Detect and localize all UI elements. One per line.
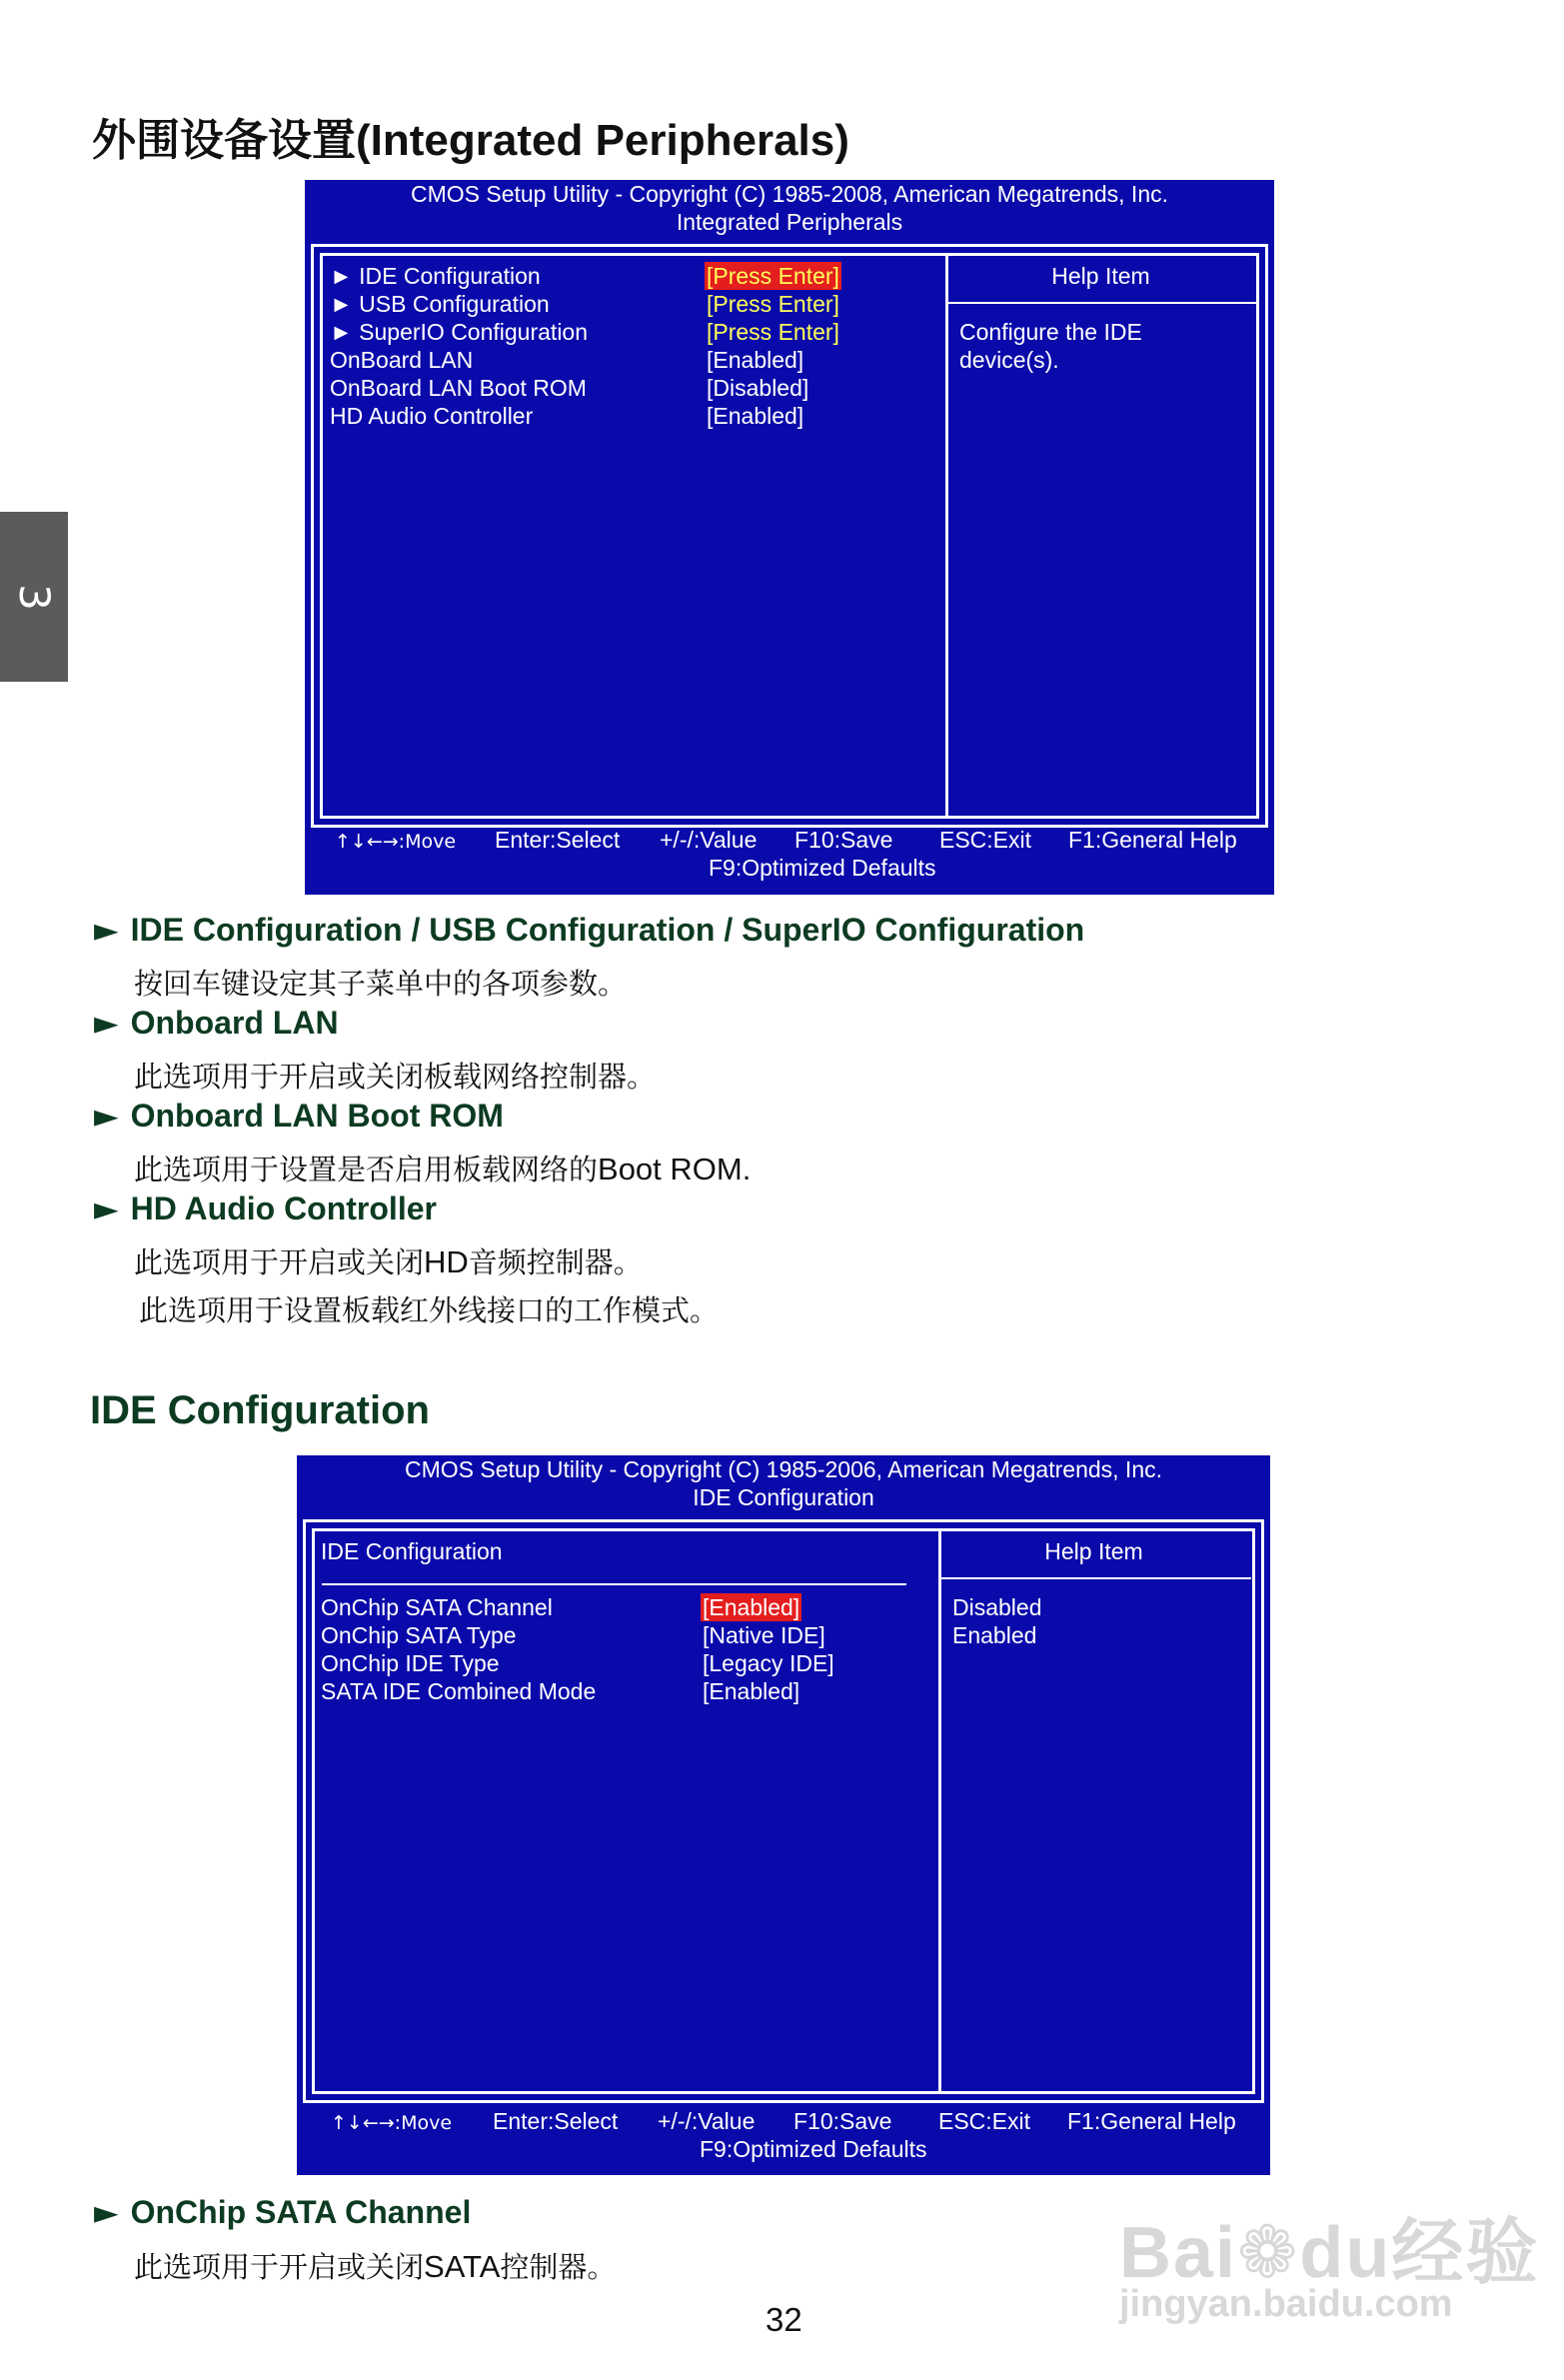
menu-value-onboard-lan-boot-rom[interactable]: [Disabled]	[707, 375, 809, 401]
chapter-tab	[0, 512, 68, 682]
menu-item-onchip-ide-type[interactable]: OnChip IDE Type	[321, 1650, 500, 1676]
bios-screen-integrated-peripherals	[305, 180, 1274, 895]
help-item-title: Help Item	[1044, 1538, 1143, 1564]
help-text-line-1: Configure the IDE	[959, 319, 1142, 345]
key-optimized-defaults: F9:Optimized Defaults	[700, 2136, 927, 2162]
bullet-title-onboard-lan-boot-rom: ► Onboard LAN Boot ROM	[94, 1097, 504, 1135]
menu-value-onchip-ide-type[interactable]: [Legacy IDE]	[703, 1650, 834, 1676]
bios-column-divider	[938, 1528, 941, 2094]
bios-header-copyright: CMOS Setup Utility - Copyright (C) 1985-2006, American Megatrends, Inc.	[404, 1456, 1163, 1482]
watermark-logo: Bai❁du经验	[1119, 2210, 1540, 2294]
bullet-desc-configuration: 按回车键设定其子菜单中的各项参数。	[134, 967, 628, 1001]
menu-value-sata-ide-combined-mode[interactable]: [Enabled]	[703, 1678, 800, 1704]
bullet-desc-onchip-sata-channel: 此选项用于开启或关闭SATA控制器。	[134, 2249, 617, 2284]
bullet-desc-hd-audio: 此选项用于开启或关闭HD音频控制器。	[134, 1244, 643, 1279]
menu-item-onboard-lan-boot-rom[interactable]: OnBoard LAN Boot ROM	[330, 375, 587, 401]
page-title	[92, 104, 849, 168]
bullet-title-configuration: ► IDE Configuration / USB Configuration / SuperIO Configuration	[94, 911, 1085, 949]
section-title-ide-configuration: IDE Configuration	[90, 1388, 430, 1432]
menu-item-hd-audio-controller[interactable]: HD Audio Controller	[330, 403, 534, 429]
menu-item-usb-configuration[interactable]: ► USB Configuration	[330, 291, 550, 317]
help-option-enabled: Enabled	[952, 1622, 1037, 1648]
chapter-number: 3	[9, 583, 59, 611]
bullet-title-onboard-lan: ► Onboard LAN	[94, 1004, 339, 1042]
page-number: 32	[766, 2301, 802, 2338]
watermark-url: jingyan.baidu.com	[1119, 2283, 1453, 2325]
page-title-cn: 外围设备设置	[92, 115, 356, 166]
bios-header-title: IDE Configuration	[693, 1484, 874, 1510]
key-optimized-defaults: F9:Optimized Defaults	[709, 855, 936, 881]
panel-title: IDE Configuration	[321, 1538, 503, 1564]
key-move: ↑↓←→:Move	[335, 831, 457, 853]
bullet-title-onchip-sata-channel: ► OnChip SATA Channel	[94, 2193, 472, 2231]
bullet-desc-onboard-lan-boot-rom: 此选项用于设置是否启用板载网络的Boot ROM.	[134, 1152, 752, 1187]
menu-value-onchip-sata-type[interactable]: [Native IDE]	[703, 1622, 825, 1648]
bullet-desc-infrared: 此选项用于设置板载红外线接口的工作模式。	[139, 1293, 720, 1327]
menu-value-hd-audio-controller[interactable]: [Enabled]	[707, 403, 804, 429]
menu-value-ide-configuration[interactable]: [Press Enter]	[707, 263, 839, 289]
help-item-title: Help Item	[1051, 263, 1150, 289]
bios-header-copyright: CMOS Setup Utility - Copyright (C) 1985-2008, American Megatrends, Inc.	[410, 181, 1169, 207]
menu-value-onchip-sata-channel[interactable]: [Enabled]	[703, 1594, 800, 1620]
key-exit: ESC:Exit	[939, 827, 1032, 853]
menu-item-superio-configuration[interactable]: ► SuperIO Configuration	[330, 319, 589, 345]
menu-item-ide-configuration[interactable]: ► IDE Configuration	[330, 263, 541, 289]
bios-screen-ide-configuration	[297, 1455, 1270, 2175]
bullet-title-hd-audio: ► HD Audio Controller	[94, 1190, 437, 1227]
paw-icon: ❁	[1237, 2210, 1300, 2294]
menu-value-superio-configuration[interactable]: [Press Enter]	[707, 319, 839, 345]
key-save: F10:Save	[793, 2108, 892, 2134]
menu-item-onchip-sata-channel[interactable]: OnChip SATA Channel	[321, 1594, 553, 1620]
bullet-desc-onboard-lan: 此选项用于开启或关闭板载网络控制器。	[134, 1060, 657, 1094]
key-value: +/-/:Value	[658, 2108, 756, 2134]
menu-value-onboard-lan[interactable]: [Enabled]	[707, 347, 804, 373]
key-move: ↑↓←→:Move	[331, 2112, 453, 2134]
key-select: Enter:Select	[495, 827, 621, 853]
page-title-en: (Integrated Peripherals)	[356, 116, 849, 165]
help-divider	[941, 1577, 1251, 1579]
bios-header-title: Integrated Peripherals	[676, 209, 903, 235]
key-general-help: F1:General Help	[1067, 2108, 1236, 2134]
help-option-disabled: Disabled	[952, 1594, 1042, 1620]
menu-item-onchip-sata-type[interactable]: OnChip SATA Type	[321, 1622, 517, 1648]
key-value: +/-/:Value	[660, 827, 758, 853]
menu-value-usb-configuration[interactable]: [Press Enter]	[707, 291, 839, 317]
key-general-help: F1:General Help	[1068, 827, 1237, 853]
key-exit: ESC:Exit	[938, 2108, 1031, 2134]
menu-item-onboard-lan[interactable]: OnBoard LAN	[330, 347, 474, 373]
panel-title-divider	[322, 1583, 906, 1585]
bios-column-divider	[945, 253, 948, 819]
help-divider	[948, 302, 1258, 304]
help-text-line-2: device(s).	[959, 347, 1059, 373]
key-select: Enter:Select	[493, 2108, 619, 2134]
menu-item-sata-ide-combined-mode[interactable]: SATA IDE Combined Mode	[321, 1678, 597, 1704]
key-save: F10:Save	[794, 827, 893, 853]
